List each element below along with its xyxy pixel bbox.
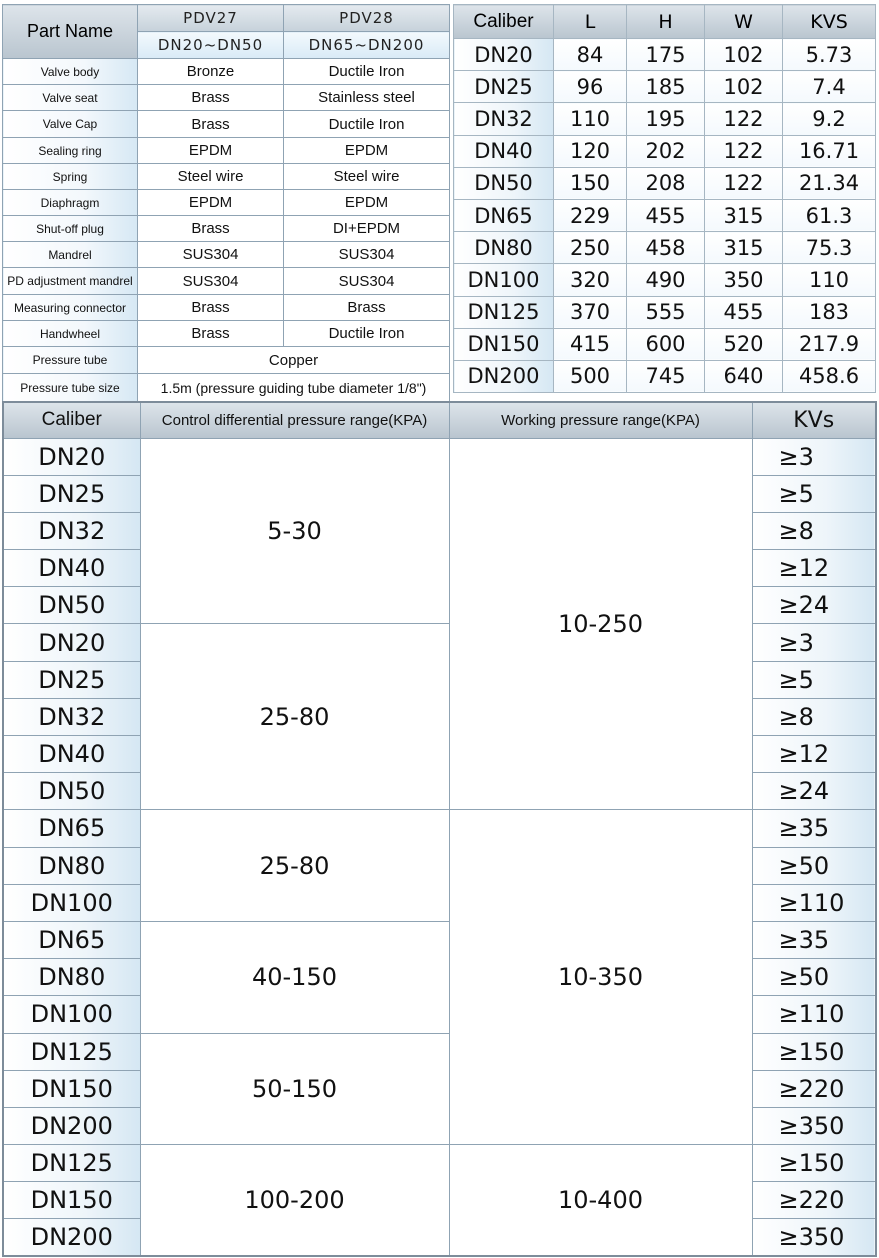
dims-h-cell: 600 bbox=[627, 328, 705, 360]
dims-row bbox=[454, 39, 876, 71]
control-range-cell: 25-80 bbox=[140, 624, 449, 810]
press-kvs-cell: ≥35 bbox=[752, 810, 876, 847]
press-kvs-cell: ≥3 bbox=[752, 624, 876, 661]
pdv27-material-cell: Brass bbox=[138, 85, 284, 111]
dims-caliber-cell: DN25 bbox=[454, 71, 554, 103]
dims-l-cell: 370 bbox=[554, 296, 627, 328]
press-caliber-cell: DN65 bbox=[3, 810, 140, 847]
press-kvs-cell: ≥12 bbox=[752, 550, 876, 587]
press-row bbox=[3, 810, 876, 847]
dims-l-cell: 320 bbox=[554, 264, 627, 296]
dims-h-cell: 195 bbox=[627, 103, 705, 135]
dims-caliber-cell: DN200 bbox=[454, 360, 554, 392]
dims-row bbox=[454, 135, 876, 167]
pdv28-material-cell: SUS304 bbox=[284, 268, 450, 295]
pdv28-material-cell: Steel wire bbox=[284, 164, 450, 190]
press-kvs-cell: ≥350 bbox=[752, 1107, 876, 1144]
dims-kvs-cell: 5.73 bbox=[783, 39, 876, 71]
press-caliber-cell: DN150 bbox=[3, 1070, 140, 1107]
dims-rows bbox=[454, 39, 876, 393]
dims-kvs-cell: 9.2 bbox=[783, 103, 876, 135]
press-caliber-cell: DN32 bbox=[3, 512, 140, 549]
dims-h-cell: 745 bbox=[627, 360, 705, 392]
pdv27-material-cell: Brass bbox=[138, 321, 284, 347]
dims-h-cell: 455 bbox=[627, 199, 705, 231]
dims-header-w: W bbox=[705, 5, 783, 39]
press-kvs-cell: ≥3 bbox=[752, 438, 876, 475]
dims-kvs-cell: 75.3 bbox=[783, 232, 876, 264]
part-row bbox=[3, 111, 450, 138]
dims-caliber-cell: DN65 bbox=[454, 199, 554, 231]
dims-h-cell: 555 bbox=[627, 296, 705, 328]
part-row bbox=[3, 295, 450, 321]
press-kvs-cell: ≥220 bbox=[752, 1182, 876, 1219]
dims-w-cell: 315 bbox=[705, 199, 783, 231]
press-caliber-cell: DN40 bbox=[3, 550, 140, 587]
press-kvs-cell: ≥220 bbox=[752, 1070, 876, 1107]
dims-row bbox=[454, 360, 876, 392]
part-name-cell: Diaphragm bbox=[3, 190, 138, 216]
control-range-cell: 25-80 bbox=[140, 810, 449, 922]
pdv28-material-cell: DI+EPDM bbox=[284, 216, 450, 242]
dims-caliber-cell: DN50 bbox=[454, 167, 554, 199]
press-header-working: Working pressure range(KPA) bbox=[449, 402, 752, 438]
dims-caliber-cell: DN40 bbox=[454, 135, 554, 167]
pdv27-material-cell: EPDM bbox=[138, 138, 284, 164]
pdv28-material-cell: Ductile Iron bbox=[284, 111, 450, 138]
model-pdv28-header: PDV28 bbox=[284, 5, 450, 32]
dims-row bbox=[454, 264, 876, 296]
dims-h-cell: 202 bbox=[627, 135, 705, 167]
press-kvs-cell: ≥24 bbox=[752, 773, 876, 810]
press-row bbox=[3, 438, 876, 475]
dims-row bbox=[454, 103, 876, 135]
press-header-caliber: Caliber bbox=[3, 402, 140, 438]
working-range-cell: 10-400 bbox=[449, 1145, 752, 1257]
working-range-cell: 10-250 bbox=[449, 438, 752, 810]
pdv27-material-cell: SUS304 bbox=[138, 268, 284, 295]
dims-h-cell: 175 bbox=[627, 39, 705, 71]
press-kvs-cell: ≥8 bbox=[752, 512, 876, 549]
pressure-tube-size: 1.5m (pressure guiding tube diameter 1/8") bbox=[138, 374, 450, 402]
press-kvs-cell: ≥50 bbox=[752, 847, 876, 884]
dims-header-kvs: KVS bbox=[783, 5, 876, 39]
pdv27-material-cell: Bronze bbox=[138, 59, 284, 85]
press-kvs-cell: ≥8 bbox=[752, 698, 876, 735]
press-caliber-cell: DN25 bbox=[3, 661, 140, 698]
dims-kvs-cell: 183 bbox=[783, 296, 876, 328]
part-row bbox=[3, 242, 450, 268]
dims-l-cell: 96 bbox=[554, 71, 627, 103]
press-caliber-cell: DN80 bbox=[3, 847, 140, 884]
pdv27-material-cell: Brass bbox=[138, 295, 284, 321]
dims-header-l: L bbox=[554, 5, 627, 39]
dims-l-cell: 150 bbox=[554, 167, 627, 199]
press-caliber-cell: DN50 bbox=[3, 773, 140, 810]
press-kvs-cell: ≥110 bbox=[752, 884, 876, 921]
dims-l-cell: 415 bbox=[554, 328, 627, 360]
dims-w-cell: 122 bbox=[705, 135, 783, 167]
part-row bbox=[3, 216, 450, 242]
press-caliber-cell: DN20 bbox=[3, 438, 140, 475]
part-name-cell: Pressure tube size bbox=[3, 374, 138, 402]
press-caliber-cell: DN20 bbox=[3, 624, 140, 661]
dims-kvs-cell: 7.4 bbox=[783, 71, 876, 103]
dimensions-table bbox=[453, 4, 876, 393]
pdv27-material-cell: Brass bbox=[138, 216, 284, 242]
part-name-cell: Pressure tube bbox=[3, 347, 138, 374]
range-pdv27: DN20~DN50 bbox=[138, 32, 284, 59]
part-name-cell: Valve Cap bbox=[3, 111, 138, 138]
pdv28-material-cell: SUS304 bbox=[284, 242, 450, 268]
pdv27-material-cell: Steel wire bbox=[138, 164, 284, 190]
press-caliber-cell: DN125 bbox=[3, 1145, 140, 1182]
part-row bbox=[3, 138, 450, 164]
control-range-cell: 50-150 bbox=[140, 1033, 449, 1145]
dims-kvs-cell: 21.34 bbox=[783, 167, 876, 199]
part-row bbox=[3, 164, 450, 190]
dims-w-cell: 455 bbox=[705, 296, 783, 328]
press-caliber-cell: DN100 bbox=[3, 996, 140, 1033]
pdv28-material-cell: Stainless steel bbox=[284, 85, 450, 111]
part-row bbox=[3, 321, 450, 347]
dims-l-cell: 229 bbox=[554, 199, 627, 231]
press-kvs-cell: ≥150 bbox=[752, 1033, 876, 1070]
pdv28-material-cell: Ductile Iron bbox=[284, 59, 450, 85]
dims-l-cell: 84 bbox=[554, 39, 627, 71]
press-caliber-cell: DN40 bbox=[3, 736, 140, 773]
dims-w-cell: 122 bbox=[705, 103, 783, 135]
pdv27-material-cell: EPDM bbox=[138, 190, 284, 216]
part-row bbox=[3, 190, 450, 216]
part-name-cell: Measuring connector bbox=[3, 295, 138, 321]
press-kvs-cell: ≥24 bbox=[752, 587, 876, 624]
dims-caliber-cell: DN125 bbox=[454, 296, 554, 328]
dims-w-cell: 102 bbox=[705, 71, 783, 103]
part-row bbox=[3, 85, 450, 111]
pressure-range-table bbox=[2, 401, 877, 1257]
dims-row bbox=[454, 328, 876, 360]
press-kvs-cell: ≥12 bbox=[752, 736, 876, 773]
dims-row bbox=[454, 167, 876, 199]
press-kvs-cell: ≥5 bbox=[752, 661, 876, 698]
pdv28-material-cell: EPDM bbox=[284, 138, 450, 164]
part-name-cell: Valve body bbox=[3, 59, 138, 85]
pdv28-material-cell: EPDM bbox=[284, 190, 450, 216]
press-row bbox=[3, 1145, 876, 1182]
range-pdv28: DN65~DN200 bbox=[284, 32, 450, 59]
part-name-cell: Handwheel bbox=[3, 321, 138, 347]
dims-caliber-cell: DN80 bbox=[454, 232, 554, 264]
part-name-header: Part Name bbox=[3, 5, 138, 59]
dims-l-cell: 120 bbox=[554, 135, 627, 167]
parts-material-table bbox=[2, 4, 450, 402]
part-name-cell: PD adjustment mandrel bbox=[3, 268, 138, 295]
parts-rows bbox=[3, 59, 450, 347]
pdv27-material-cell: SUS304 bbox=[138, 242, 284, 268]
press-caliber-cell: DN200 bbox=[3, 1107, 140, 1144]
press-header-control: Control differential pressure range(KPA) bbox=[140, 402, 449, 438]
dims-row bbox=[454, 199, 876, 231]
working-range-cell: 10-350 bbox=[449, 810, 752, 1145]
dims-w-cell: 315 bbox=[705, 232, 783, 264]
dims-w-cell: 122 bbox=[705, 167, 783, 199]
dims-h-cell: 185 bbox=[627, 71, 705, 103]
control-range-cell: 100-200 bbox=[140, 1145, 449, 1257]
part-name-cell: Mandrel bbox=[3, 242, 138, 268]
control-range-cell: 40-150 bbox=[140, 921, 449, 1033]
press-kvs-cell: ≥35 bbox=[752, 921, 876, 958]
press-kvs-cell: ≥350 bbox=[752, 1219, 876, 1256]
dims-l-cell: 250 bbox=[554, 232, 627, 264]
model-pdv27-header: PDV27 bbox=[138, 5, 284, 32]
dims-row bbox=[454, 232, 876, 264]
press-caliber-cell: DN50 bbox=[3, 587, 140, 624]
dims-row bbox=[454, 71, 876, 103]
dims-row bbox=[454, 296, 876, 328]
dims-w-cell: 350 bbox=[705, 264, 783, 296]
press-kvs-cell: ≥150 bbox=[752, 1145, 876, 1182]
part-name-cell: Valve seat bbox=[3, 85, 138, 111]
dims-kvs-cell: 458.6 bbox=[783, 360, 876, 392]
dims-kvs-cell: 110 bbox=[783, 264, 876, 296]
dims-header-h: H bbox=[627, 5, 705, 39]
dims-w-cell: 640 bbox=[705, 360, 783, 392]
press-header-kvs: KVs bbox=[752, 402, 876, 438]
press-caliber-cell: DN80 bbox=[3, 959, 140, 996]
pdv28-material-cell: Brass bbox=[284, 295, 450, 321]
dims-caliber-cell: DN32 bbox=[454, 103, 554, 135]
pdv27-material-cell: Brass bbox=[138, 111, 284, 138]
part-name-cell: Shut-off plug bbox=[3, 216, 138, 242]
part-name-cell: Sealing ring bbox=[3, 138, 138, 164]
dims-h-cell: 490 bbox=[627, 264, 705, 296]
pdv28-material-cell: Ductile Iron bbox=[284, 321, 450, 347]
press-caliber-cell: DN32 bbox=[3, 698, 140, 735]
press-caliber-cell: DN25 bbox=[3, 475, 140, 512]
part-row bbox=[3, 59, 450, 85]
dims-w-cell: 520 bbox=[705, 328, 783, 360]
dims-caliber-cell: DN20 bbox=[454, 39, 554, 71]
dims-l-cell: 110 bbox=[554, 103, 627, 135]
press-caliber-cell: DN65 bbox=[3, 921, 140, 958]
dims-caliber-cell: DN150 bbox=[454, 328, 554, 360]
dims-kvs-cell: 16.71 bbox=[783, 135, 876, 167]
press-kvs-cell: ≥110 bbox=[752, 996, 876, 1033]
press-kvs-cell: ≥5 bbox=[752, 475, 876, 512]
dims-h-cell: 208 bbox=[627, 167, 705, 199]
press-caliber-cell: DN150 bbox=[3, 1182, 140, 1219]
dims-kvs-cell: 217.9 bbox=[783, 328, 876, 360]
press-caliber-cell: DN125 bbox=[3, 1033, 140, 1070]
press-kvs-cell: ≥50 bbox=[752, 959, 876, 996]
press-rows bbox=[3, 438, 876, 1256]
part-row bbox=[3, 268, 450, 295]
press-caliber-cell: DN200 bbox=[3, 1219, 140, 1256]
dims-w-cell: 102 bbox=[705, 39, 783, 71]
part-name-cell: Spring bbox=[3, 164, 138, 190]
dims-kvs-cell: 61.3 bbox=[783, 199, 876, 231]
dims-header-caliber: Caliber bbox=[454, 5, 554, 39]
control-range-cell: 5-30 bbox=[140, 438, 449, 624]
press-caliber-cell: DN100 bbox=[3, 884, 140, 921]
dims-h-cell: 458 bbox=[627, 232, 705, 264]
dims-caliber-cell: DN100 bbox=[454, 264, 554, 296]
pressure-tube-material: Copper bbox=[138, 347, 450, 374]
dims-l-cell: 500 bbox=[554, 360, 627, 392]
